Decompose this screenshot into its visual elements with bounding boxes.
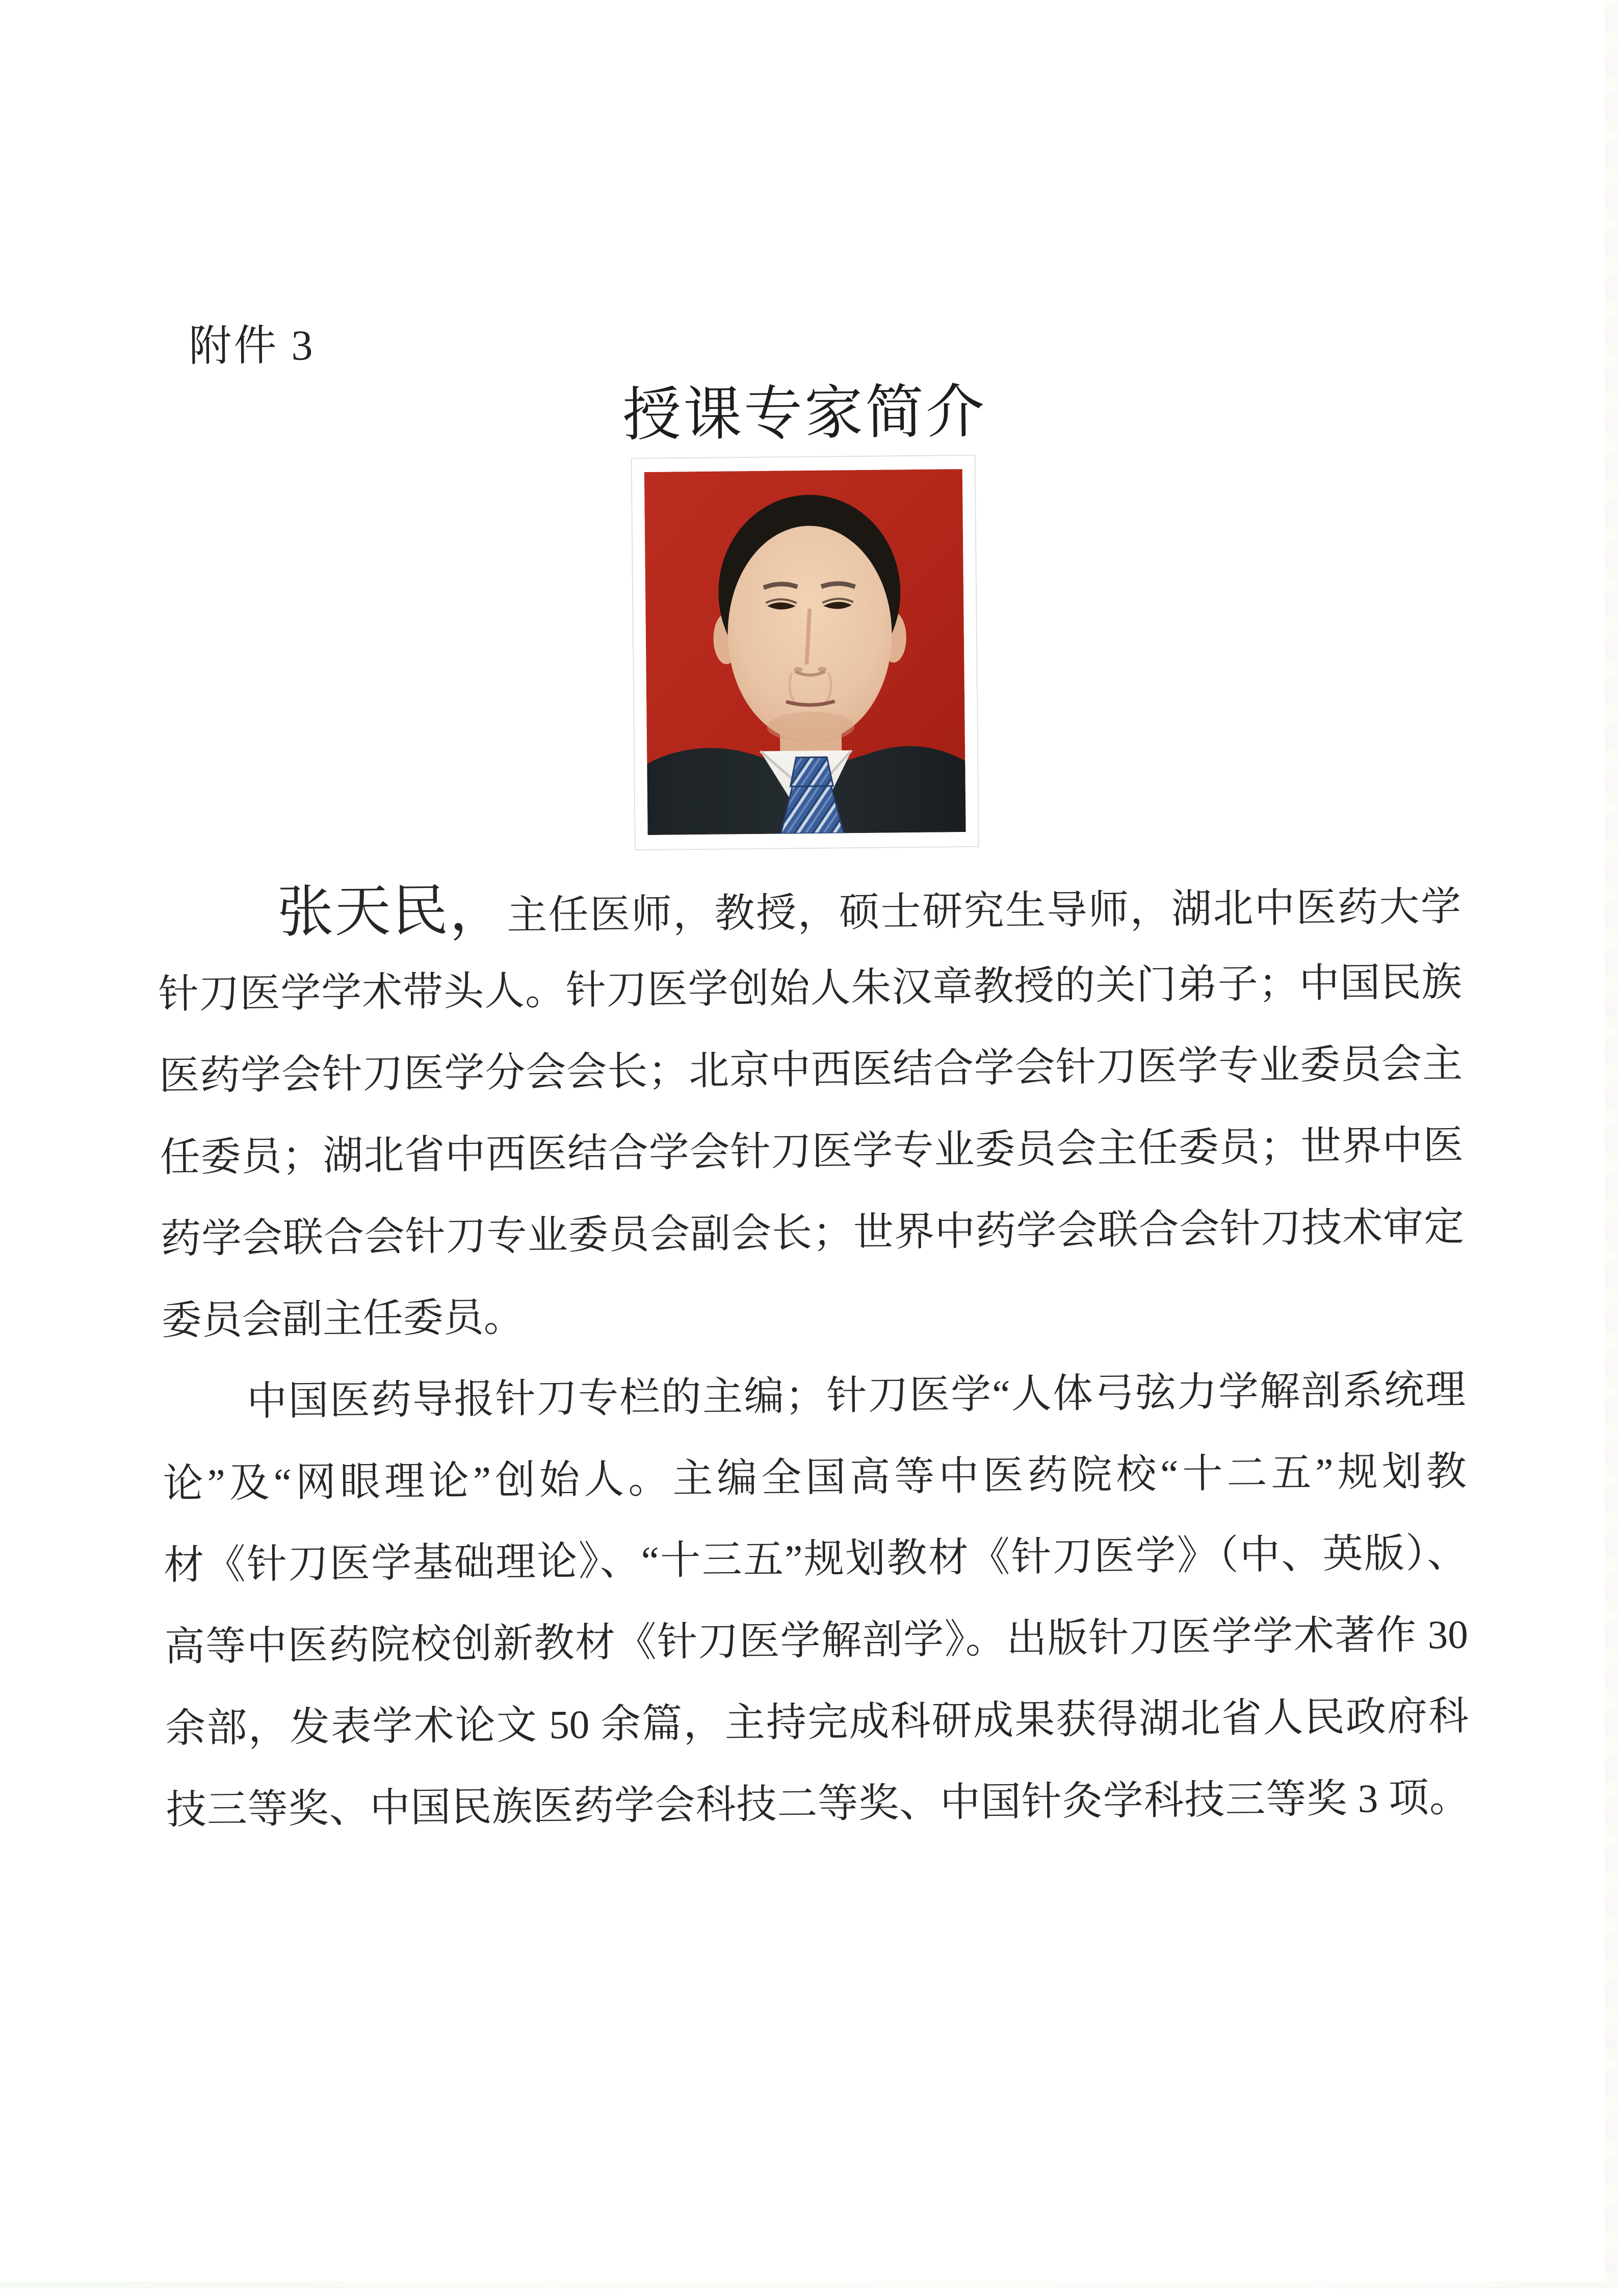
attachment-label: 附件 3	[188, 322, 315, 371]
scan-noise-bottom-edge	[0, 2281, 1618, 2288]
bio-line: 材《针刀医学基础理论》、“十三五”规划教材《针刀医学》（中、英版）、	[163, 1531, 1468, 1588]
expert-name: 张天民	[277, 879, 450, 944]
bio-line: 论”及“网眼理论”创始人。主编全国高等中医药院校“十二五”规划教	[163, 1449, 1467, 1507]
bio-text-block	[157, 860, 1470, 1851]
bio-line: 技三等奖、中国民族医药学会科技二等奖、中国针灸学科技三等奖 3 项。	[166, 1776, 1470, 1833]
bio-line	[157, 860, 1461, 955]
scan-noise-right-edge	[1605, 0, 1618, 2288]
name-comma: ，	[449, 879, 507, 942]
bio-line: 委员会副主任委员。	[161, 1295, 525, 1344]
page-title: 授课专家简介	[622, 379, 987, 448]
bio-line1-rest: 主任医师，教授，硕士研究生导师，湖北中医药大学	[506, 884, 1462, 938]
bio-line: 针刀医学学术带头人。针刀医学创始人朱汉章教授的关门弟子；中国民族	[158, 960, 1462, 1017]
bio-line: 高等中医药院校创新教材《针刀医学解剖学》。出版针刀医学学术著作 30	[164, 1612, 1469, 1670]
expert-portrait-image	[644, 469, 966, 835]
bio-line: 任委员；湖北省中西医结合学会针刀医学专业委员会主任委员；世界中医	[160, 1123, 1464, 1181]
portrait-photo-frame	[631, 455, 979, 850]
bio-line: 余部，发表学术论文 50 余篇，主持完成科研成果获得湖北省人民政府科	[165, 1694, 1469, 1752]
portrait-tie-knot	[790, 757, 833, 787]
bio-line: 药学会联合会针刀专业委员会副会长；世界中药学会联合会针刀技术审定	[160, 1205, 1465, 1262]
bio-line: 医药学会针刀医学分会会长；北京中西医结合学会针刀医学专业委员会主	[159, 1041, 1463, 1099]
bio-line: 中国医药导报针刀专栏的主编；针刀医学“人体弓弦力学解剖系统理	[246, 1368, 1466, 1424]
